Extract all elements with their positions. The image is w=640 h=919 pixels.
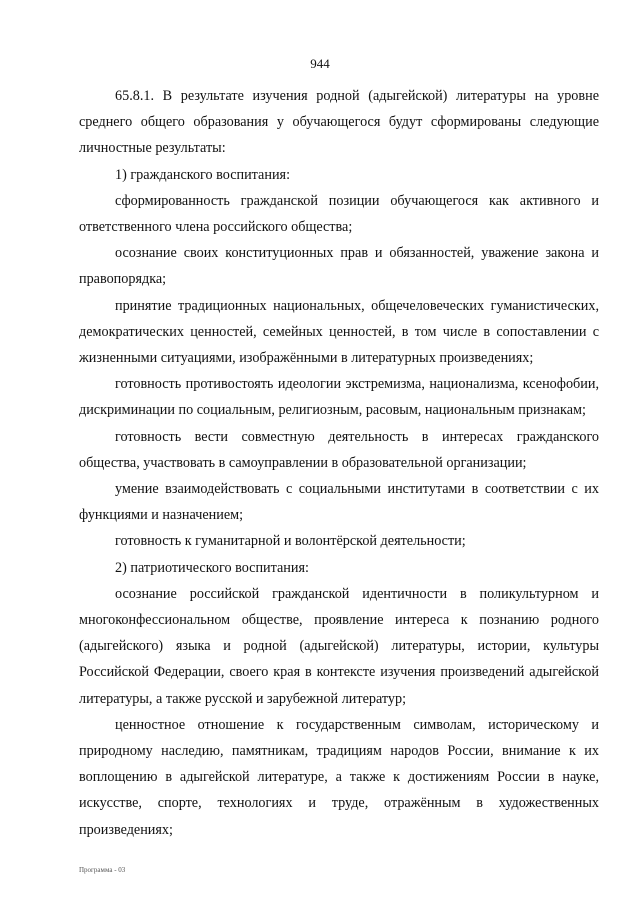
paragraph: готовность к гуманитарной и волонтёрской деятельности;	[115, 533, 466, 550]
paragraph: осознание российской гражданской идентичности в поликультурном и многоконфессиональном обществе, проявление интереса к познанию родного (адыгейского) языка и родной (адыгейской) литературы, истории, культуры Российской Федерации, своего края в контексте изучения произведений адыгейской литературы, а также русской и зарубежной литератур;	[79, 585, 599, 707]
paragraph: готовность вести совместную деятельность в интересах гражданского общества, участвовать в самоуправлении в образовательной организации;	[79, 428, 599, 471]
paragraph: осознание своих конституционных прав и обязанностей, уважение закона и правопорядка;	[79, 245, 599, 288]
paragraph-intro: 65.8.1. В результате изучения родной (адыгейской) литературы на уровне среднего общего образования у обучающегося будут сформированы следующие личностные результаты:	[79, 88, 599, 157]
paragraph: сформированность гражданской позиции обучающегося как активного и ответственного члена российского общества;	[79, 192, 599, 236]
paragraph: готовность противостоять идеологии экстремизма, национализма, ксенофобии, дискриминации по социальным, религиозным, расовым, национальным признакам;	[79, 376, 599, 419]
paragraph: принятие традиционных национальных, общечеловеческих гуманистических, демократических ценностей, семейных ценностей, в том числе в сопоставлении с жизненными ситуациями, изображёнными в литературных произведениях;	[79, 297, 599, 367]
paragraph: умение взаимодействовать с социальными институтами в соответствии с их функциями и назначением;	[79, 481, 599, 524]
section-heading-patriotic: 2) патриотического воспитания:	[115, 559, 309, 576]
section-heading-civic: 1) гражданского воспитания:	[115, 166, 291, 183]
footer-label: Программа - 03	[79, 866, 126, 874]
document-body	[79, 83, 599, 843]
page-number: 944	[310, 56, 330, 71]
paragraph: ценностное отношение к государственным символам, историческому и природному наследию, памятникам, традициям народов России, внимание к их воплощению в адыгейской литературе, а также к достижениям России в науке, искусстве, спорте, технологиях и труде, отражённым в художественных произведениях;	[79, 716, 599, 838]
